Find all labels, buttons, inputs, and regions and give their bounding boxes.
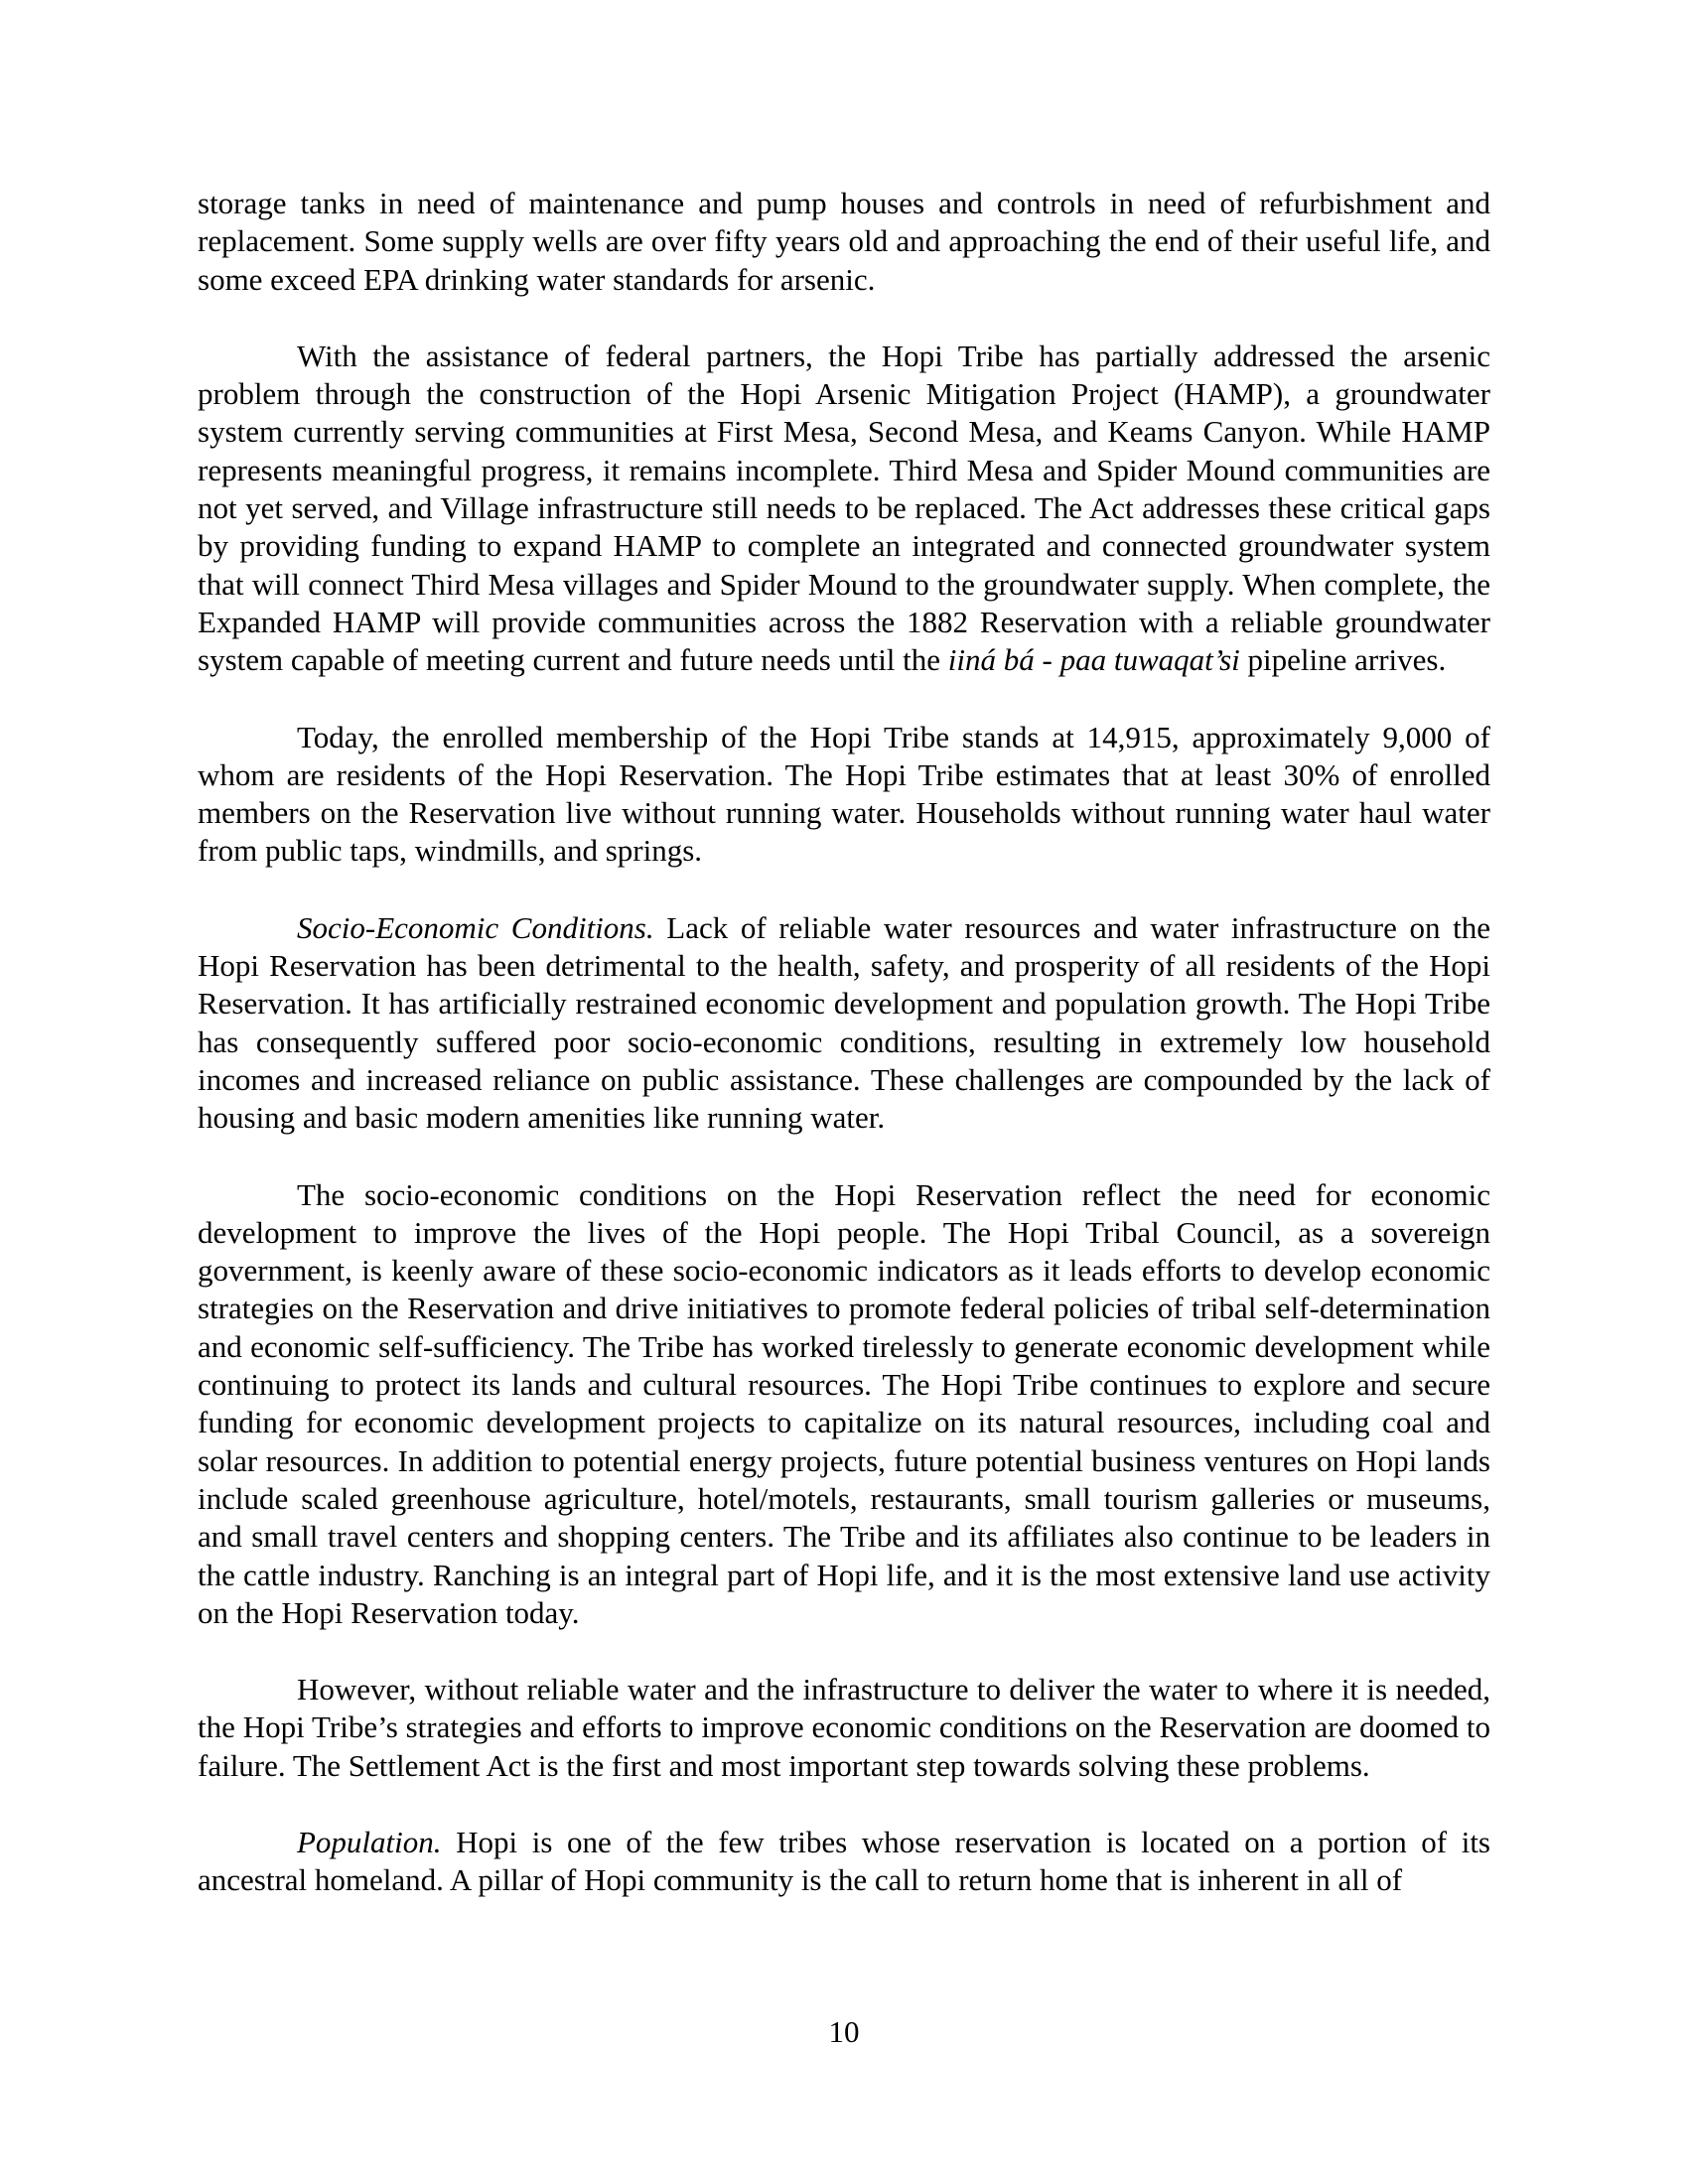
paragraph-economic-development: The socio-economic conditions on the Hopi Reservation reflect the need for economic development to improve the lives of the Hopi people. The Hopi Tribal Council, as a sovereign government, is keenly aware of these socio-economic indicators as it leads efforts to develop economic strategies on the Reservation and drive initiatives to promote federal policies of tribal self-determination and economic self-sufficiency. The Tribe has worked tirelessly to generate economic development while continuing to protect its lands and cultural resources. The Hopi Tribe continues to explore and secure funding for economic development projects to capitalize on its natural resources, including coal and solar resources. In addition to potential energy projects, future potential business ventures on Hopi lands include scaled greenhouse agriculture, hotel/motels, restaurants, small tourism galleries or museums, and small travel centers and shopping centers. The Tribe and its affiliates also continue to be leaders in the cattle industry. Ranching is an integral part of Hopi life, and it is the most extensive land use activity on the Hopi Reservation today. (198, 1176, 1490, 1630)
section-heading-socio-economic: Socio-Economic Conditions. (297, 909, 654, 945)
pipeline-name: iiná bá - paa tuwaqat’si (947, 642, 1240, 678)
paragraph-settlement-act: However, without reliable water and the infrastructure to deliver the water to where it is needed, the Hopi Tribe’s strategies and efforts to improve economic conditions on the Reservation are doomed to failure. The Settlement Act is the first and most important step towards solving these problems. (198, 1672, 1490, 1783)
section-heading-population: Population. (297, 1824, 442, 1859)
paragraph-population (198, 1824, 1490, 1900)
document-body (198, 185, 1490, 1939)
paragraph-hamp (198, 338, 1490, 680)
paragraph-population-text: Hopi is one of the few tribes whose reservation is located on a portion of its ancestral homeland. A pillar of Hopi community is the call to return home that is inherent in all of (198, 1824, 1490, 1898)
paragraph-hamp-end: pipeline arrives. (1239, 642, 1447, 678)
paragraph-hamp-text: With the assistance of federal partners, the Hopi Tribe has partially addressed the arsenic problem through the construction of the Hopi Arsenic Mitigation Project (HAMP), a groundwater system currently serving communities at First Mesa, Second Mesa, and Keams Canyon. While HAMP represents meaningful progress, it remains incomplete. Third Mesa and Spider Mound communities are not yet served, and Village infrastructure still needs to be replaced. The Act addresses these critical gaps by providing funding to expand HAMP to complete an integrated and connected groundwater system that will connect Third Mesa villages and Spider Mound to the groundwater supply. When complete, the Expanded HAMP will provide communities across the 1882 Reservation with a reliable groundwater system capable of meeting current and future needs until the (198, 338, 1490, 678)
paragraph-storage-tanks: storage tanks in need of maintenance and pump houses and controls in need of refurbishment and replacement. Some supply wells are over fifty years old and approaching the end of their useful life, and some exceed EPA drinking water standards for arsenic. (198, 186, 1490, 297)
page-number: 10 (828, 2014, 860, 2049)
paragraph-membership: Today, the enrolled membership of the Hopi Tribe stands at 14,915, approximately 9,000 of whom are residents of the Hopi Reservation. The Hopi Tribe estimates that at least 30% of enrolled members on the Reservation live without running water. Households without running water haul water from public taps, windmills, and springs. (198, 719, 1490, 869)
paragraph-socio-economic-text: Lack of reliable water resources and water infrastructure on the Hopi Reservation has been detrimental to the health, safety, and prosperity of all residents of the Hopi Reservation. It has artificially restrained economic development and population growth. The Hopi Tribe has consequently suffered poor socio-economic conditions, resulting in extremely low household incomes and increased reliance on public assistance. These challenges are compounded by the lack of housing and basic modern amenities like running water. (198, 909, 1491, 1136)
paragraph-socio-economic (198, 909, 1490, 1138)
